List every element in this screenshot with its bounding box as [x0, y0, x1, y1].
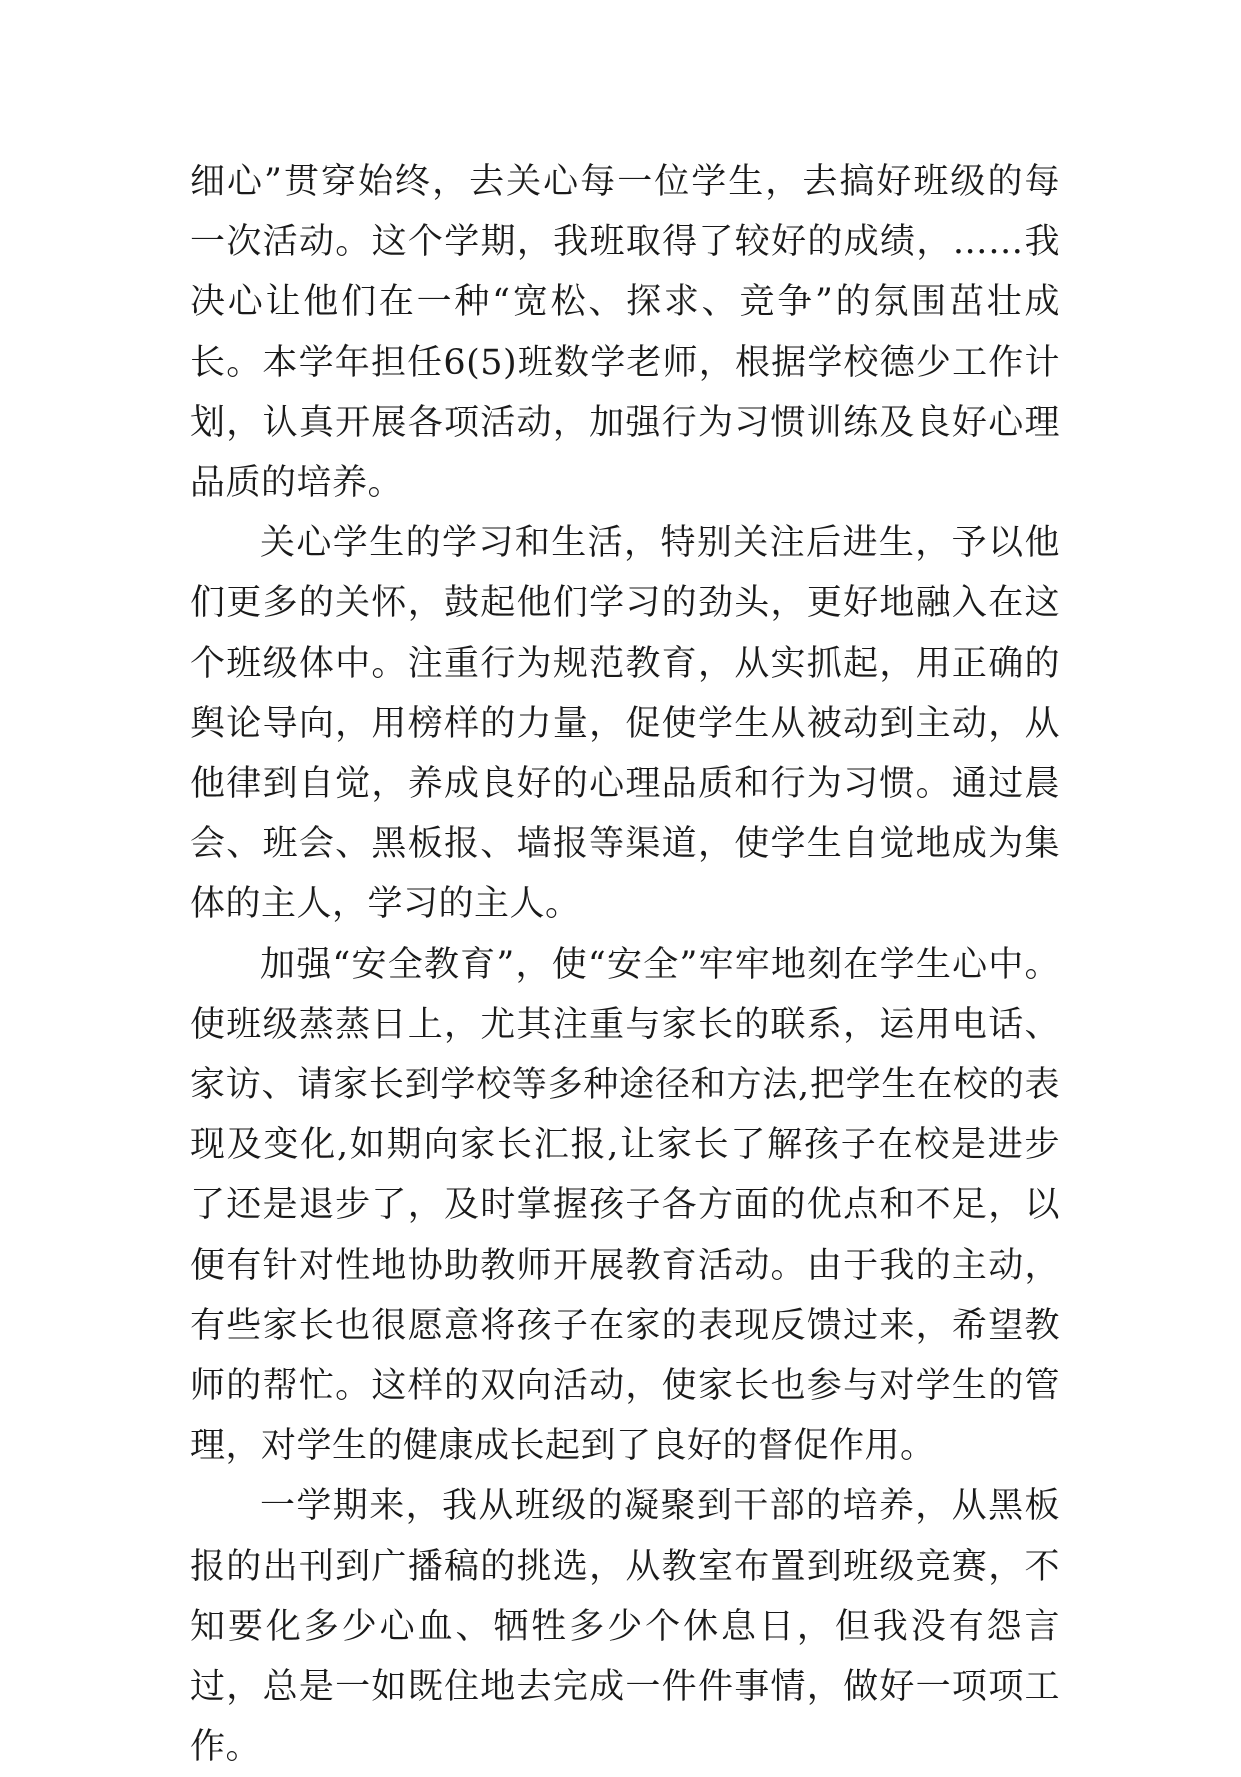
paragraph-1: 细心”贯穿始终，去关心每一位学生，去搞好班级的每一次活动。这个学期，我班取得了较好的成绩，……我决心让他们在一种“宽松、探求、竞争”的氛围茁壮成长。本学年担任6(5)班数学老师，根据学校德少工作计划，认真开展各项活动，加强行为习惯训练及良好心理品质的培养。 [190, 162, 1060, 504]
paragraph-3: 加强“安全教育”，使“安全”牢牢地刻在学生心中。使班级蒸蒸日上，尤其注重与家长的联系，运用电话、家访、请家长到学校等多种途径和方法,把学生在校的表现及变化,如期向家长汇报,让家长了解孩子在校是进步了还是退步了，及时掌握孩子各方面的优点和不足，以便有针对性地协助教师开展教育活动。由于我的主动，有些家长也很愿意将孩子在家的表现反馈过来，希望教师的帮忙。这样的双向活动，使家长也参与对学生的管理，对学生的健康成长起到了良好的督促作用。 [190, 944, 1060, 1467]
paragraph-2: 关心学生的学习和生活，特别关注后进生，予以他们更多的关怀，鼓起他们学习的劲头，更好地融入在这个班级体中。注重行为规范教育，从实抓起，用正确的舆论导向，用榜样的力量，促使学生从被动到主动，从他律到自觉，养成良好的心理品质和行为习惯。通过晨会、班会、黑板报、墙报等渠道，使学生自觉地成为集体的主人，学习的主人。 [190, 523, 1060, 925]
document-body [190, 152, 1060, 1777]
paragraph-4: 一学期来，我从班级的凝聚到干部的培养，从黑板报的出刊到广播稿的挑选，从教室布置到班级竞赛，不知要化多少心血、牺牲多少个休息日，但我没有怨言过，总是一如既住地去完成一件件事情，做好一项项工作。 [190, 1486, 1060, 1768]
